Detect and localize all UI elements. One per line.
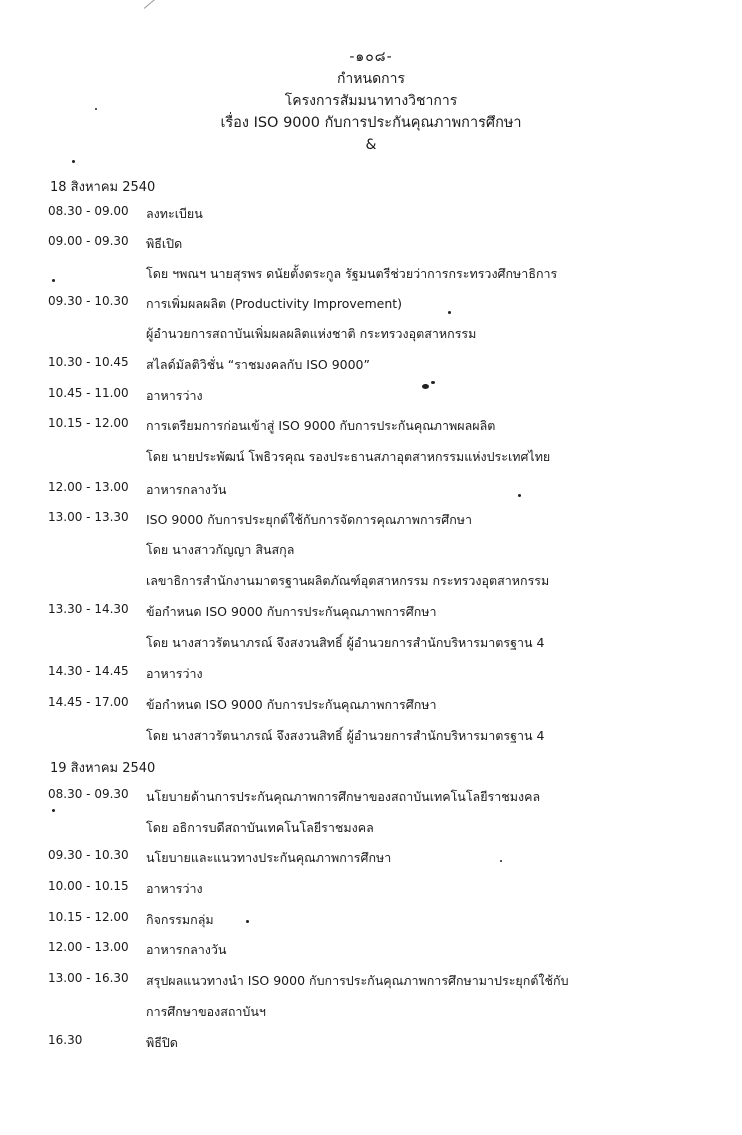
row-text: โดย นางสาวกัญญา สินสกุล bbox=[146, 542, 295, 557]
ink-speck-mark bbox=[518, 494, 521, 497]
ink-speck-mark bbox=[52, 279, 55, 282]
row-time: 13.00 - 13.30 bbox=[48, 510, 129, 524]
row-text: อาหารว่าง bbox=[146, 388, 203, 403]
ink-speck-mark bbox=[500, 860, 502, 862]
row-time: 10.15 - 12.00 bbox=[48, 910, 129, 924]
schedule-row bbox=[48, 940, 712, 966]
schedule-row bbox=[48, 540, 712, 566]
schedule-row bbox=[48, 1002, 712, 1028]
row-text: อาหารกลางวัน bbox=[146, 482, 227, 497]
schedule-row bbox=[48, 416, 712, 442]
row-text: การเตรียมการก่อนเข้าสู่ ISO 9000 กับการประกันคุณภาพผลผลิต bbox=[146, 418, 496, 433]
schedule-row bbox=[48, 971, 712, 997]
row-text: โดย นางสาวรัตนาภรณ์ จึงสงวนสิทธิ์ ผู้อำนวยการสำนักบริหารมาตรฐาน 4 bbox=[146, 635, 545, 650]
row-text: ข้อกำหนด ISO 9000 กับการประกันคุณภาพการศึกษา bbox=[146, 604, 437, 619]
row-text: โดย อธิการบดีสถาบันเทคโนโลยีราชมงคล bbox=[146, 820, 374, 835]
project-title: โครงการสัมมนาทางวิชาการ bbox=[284, 93, 458, 109]
row-text: เลขาธิการสำนักงานมาตรฐานผลิตภัณฑ์อุตสาหกรรม กระทรวงอุตสาหกรรม bbox=[146, 573, 550, 588]
row-text: การศึกษาของสถาบันฯ bbox=[146, 1004, 266, 1019]
row-time: 08.30 - 09.00 bbox=[48, 204, 129, 218]
schedule-row bbox=[48, 264, 712, 290]
schedule-row bbox=[48, 818, 712, 844]
ink-speck-mark bbox=[448, 311, 451, 314]
row-text: อาหารกลางวัน bbox=[146, 942, 227, 957]
ink-speck-mark bbox=[95, 108, 97, 110]
ink-speck-mark bbox=[72, 160, 75, 163]
schedule-row bbox=[48, 294, 712, 320]
schedule-row bbox=[48, 848, 712, 874]
schedule-row bbox=[48, 664, 712, 690]
row-text: ลงทะเบียน bbox=[146, 206, 203, 221]
schedule-row bbox=[48, 910, 712, 936]
row-time: 10.30 - 10.45 bbox=[48, 355, 129, 369]
row-text: สไลด์มัลติวิชั่น “ราชมงคลกับ ISO 9000” bbox=[146, 357, 370, 372]
schedule-row bbox=[48, 324, 712, 350]
schedule-row bbox=[48, 602, 712, 628]
document-header bbox=[0, 46, 742, 156]
row-time: 14.30 - 14.45 bbox=[48, 664, 129, 678]
schedule-row bbox=[48, 204, 712, 230]
schedule-row bbox=[48, 633, 712, 659]
ink-speck-mark bbox=[246, 920, 249, 923]
row-text: โดย นางสาวรัตนาภรณ์ จึงสงวนสิทธิ์ ผู้อำนวยการสำนักบริหารมาตรฐาน 4 bbox=[146, 728, 545, 743]
schedule-row bbox=[48, 510, 712, 536]
schedule-row bbox=[48, 386, 712, 412]
row-time: 13.30 - 14.30 bbox=[48, 602, 129, 616]
row-time: 09.30 - 10.30 bbox=[48, 294, 129, 308]
row-text: นโยบายด้านการประกันคุณภาพการศึกษาของสถาบันเทคโนโลยีราชมงคล bbox=[146, 789, 541, 804]
schedule-row bbox=[48, 879, 712, 905]
row-text: โดย ฯพณฯ นายสุรพร ดนัยตั้งตระกูล รัฐมนตรีช่วยว่าการกระทรวงศึกษาธิการ bbox=[146, 266, 558, 281]
schedule-row bbox=[48, 355, 712, 381]
row-time: 10.15 - 12.00 bbox=[48, 416, 129, 430]
schedule-row bbox=[48, 480, 712, 506]
row-time: 14.45 - 17.00 bbox=[48, 695, 129, 709]
row-text: อาหารว่าง bbox=[146, 881, 203, 896]
ink-speck-mark bbox=[52, 809, 55, 812]
schedule-row bbox=[48, 726, 712, 752]
schedule-row bbox=[48, 234, 712, 260]
schedule-row bbox=[48, 787, 712, 813]
row-text: ผู้อำนวยการสถาบันเพิ่มผลผลิตแห่งชาติ กระทรวงอุตสาหกรรม bbox=[146, 326, 477, 341]
day1-date: 18 สิงหาคม 2540 bbox=[50, 180, 156, 195]
schedule-row bbox=[48, 1033, 712, 1059]
schedule-row bbox=[48, 571, 712, 597]
row-text: สรุปผลแนวทางนำ ISO 9000 กับการประกันคุณภาพการศึกษามาประยุกต์ใช้กับ bbox=[146, 973, 569, 988]
row-text: พิธีปิด bbox=[146, 1035, 178, 1050]
row-text: ข้อกำหนด ISO 9000 กับการประกันคุณภาพการศึกษา bbox=[146, 697, 437, 712]
row-text: พิธีเปิด bbox=[146, 236, 183, 251]
seminar-subject: เรื่อง ISO 9000 กับการประกันคุณภาพการศึกษา bbox=[220, 115, 522, 131]
ink-speck-mark bbox=[422, 384, 429, 389]
row-time: 16.30 bbox=[48, 1033, 83, 1047]
row-text: นโยบายและแนวทางประกันคุณภาพการศึกษา bbox=[146, 850, 392, 865]
row-text: ISO 9000 กับการประยุกต์ใช้กับการจัดการคุณภาพการศึกษา bbox=[146, 512, 473, 527]
ink-speck-mark bbox=[431, 381, 435, 384]
row-text: การเพิ่มผลผลิต (Productivity Improvement) bbox=[146, 296, 403, 311]
row-text: กิจกรรมกลุ่ม bbox=[146, 912, 214, 927]
row-time: 12.00 - 13.00 bbox=[48, 480, 129, 494]
row-text: อาหารว่าง bbox=[146, 666, 203, 681]
row-time: 13.00 - 16.30 bbox=[48, 971, 129, 985]
schedule-row bbox=[48, 695, 712, 721]
ampersand-symbol: & bbox=[365, 137, 377, 153]
row-time: 10.00 - 10.15 bbox=[48, 879, 129, 893]
scan-stroke-mark bbox=[144, 0, 157, 9]
day2-date: 19 สิงหาคม 2540 bbox=[50, 761, 156, 776]
row-time: 09.00 - 09.30 bbox=[48, 234, 129, 248]
page-number: -๑๐๘- bbox=[349, 49, 393, 65]
schedule-title: กำหนดการ bbox=[336, 71, 406, 87]
schedule-row bbox=[48, 447, 712, 473]
row-time: 10.45 - 11.00 bbox=[48, 386, 129, 400]
row-time: 12.00 - 13.00 bbox=[48, 940, 129, 954]
row-time: 08.30 - 09.30 bbox=[48, 787, 129, 801]
row-text: โดย นายประพัฒน์ โพธิวรคุณ รองประธานสภาอุตสาหกรรมแห่งประเทศไทย bbox=[146, 449, 551, 464]
row-time: 09.30 - 10.30 bbox=[48, 848, 129, 862]
